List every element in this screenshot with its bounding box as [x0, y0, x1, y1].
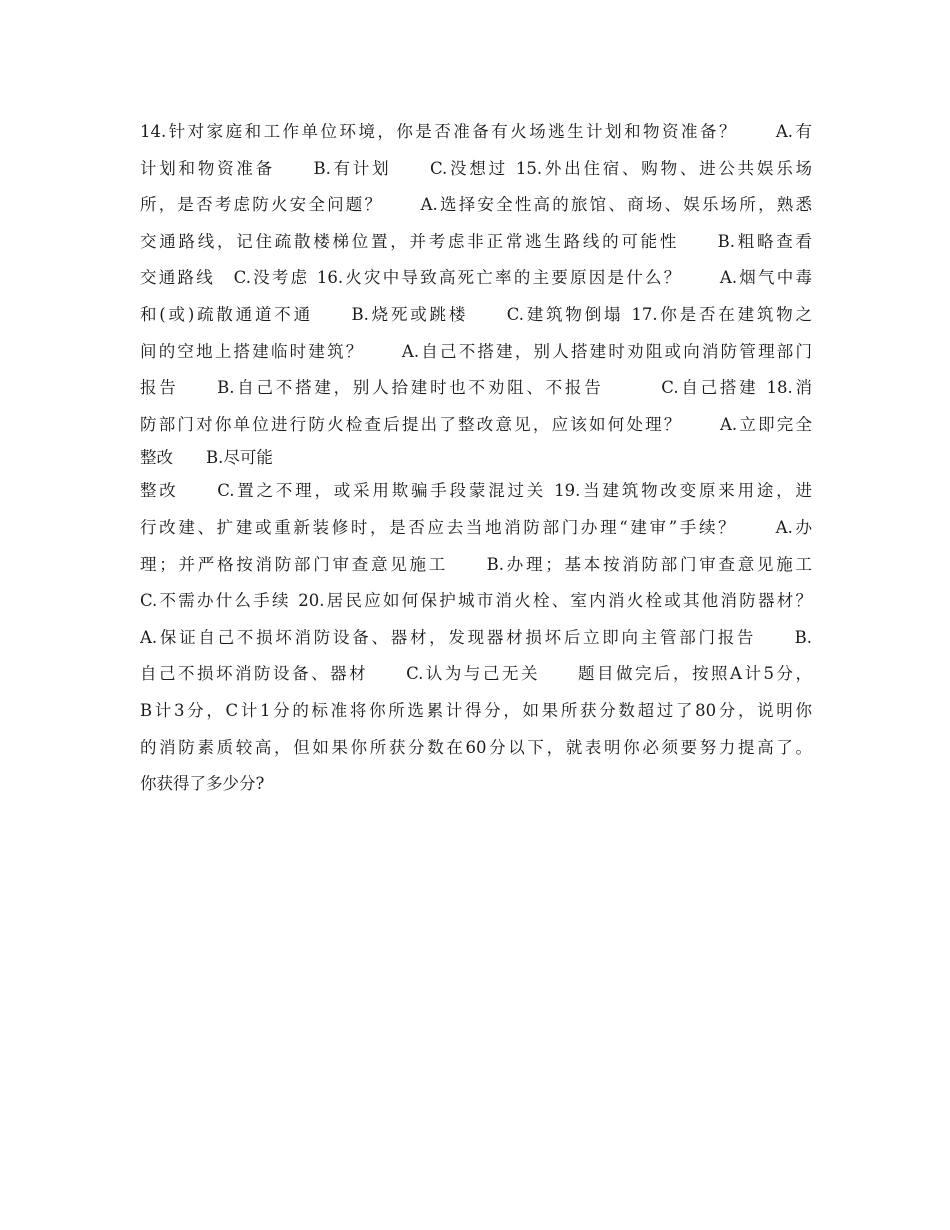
text-line: 自己不损坏消防设备、器材 C.认为与己无关 题目做完后，按照A计5分， [140, 664, 812, 684]
text-line: A.保证自己不损坏消防设备、器材，发现器材损坏后立即向主管部门报告 B. [140, 627, 812, 647]
text-line: B计3分，C计1分的标准将你所选累计得分，如果所获分数超过了80分，说明你 [140, 700, 812, 720]
text-line: 间的空地上搭建临时建筑？ A.自己不搭建，别人搭建时劝阻或向消防管理部门 [140, 341, 812, 361]
text-line: C.不需办什么手续 20.居民应如何保护城市消火栓、室内消火栓或其他消防器材？ [140, 591, 812, 611]
text-line: 行改建、扩建或重新装修时，是否应去当地消防部门办理“建审”手续？ A.办 [140, 517, 812, 537]
text-line: 理；并严格按消防部门审查意见施工 B.办理；基本按消防部门审查意见施工 [140, 554, 812, 574]
text-line: 整改 C.置之不理，或采用欺骗手段蒙混过关 19.当建筑物改变原来用途，进 [140, 481, 812, 501]
text-line: 交通路线，记住疏散楼梯位置，并考虑非正常逃生路线的可能性 B.粗略查看 [140, 231, 812, 251]
text-line: 你获得了多少分? [140, 774, 265, 794]
text-line: 防部门对你单位进行防火检查后提出了整改意见，应该如何处理？ A.立即完全 [140, 414, 812, 434]
text-line: 和(或)疏散通道不通 B.烧死或跳楼 C.建筑物倒塌 17.你是否在建筑物之 [140, 304, 812, 324]
text-line: 报告 B.自己不搭建，别人拾建时也不劝阻、不报告 C.自己搭建 18.消 [140, 378, 812, 398]
text-line: 所，是否考虑防火安全问题？ A.选择安全性高的旅馆、商场、娱乐场所，熟悉 [140, 195, 812, 215]
text-line: 14.针对家庭和工作单位环境，你是否准备有火场逃生计划和物资准备？ A.有 [140, 122, 812, 141]
text-line: 计划和物资准备 B.有计划 C.没想过 15.外出住宿、购物、进公共娱乐场 [140, 158, 812, 178]
text-line: 整改 B.尽可能 [140, 448, 273, 468]
text-line: 交通路线 C.没考虑 16.火灾中导致高死亡率的主要原因是什么？ A.烟气中毒 [140, 268, 812, 288]
text-line: 的消防素质较高，但如果你所获分数在60分以下，就表明你必须要努力提高了。 [140, 737, 812, 757]
document-body [140, 114, 812, 803]
